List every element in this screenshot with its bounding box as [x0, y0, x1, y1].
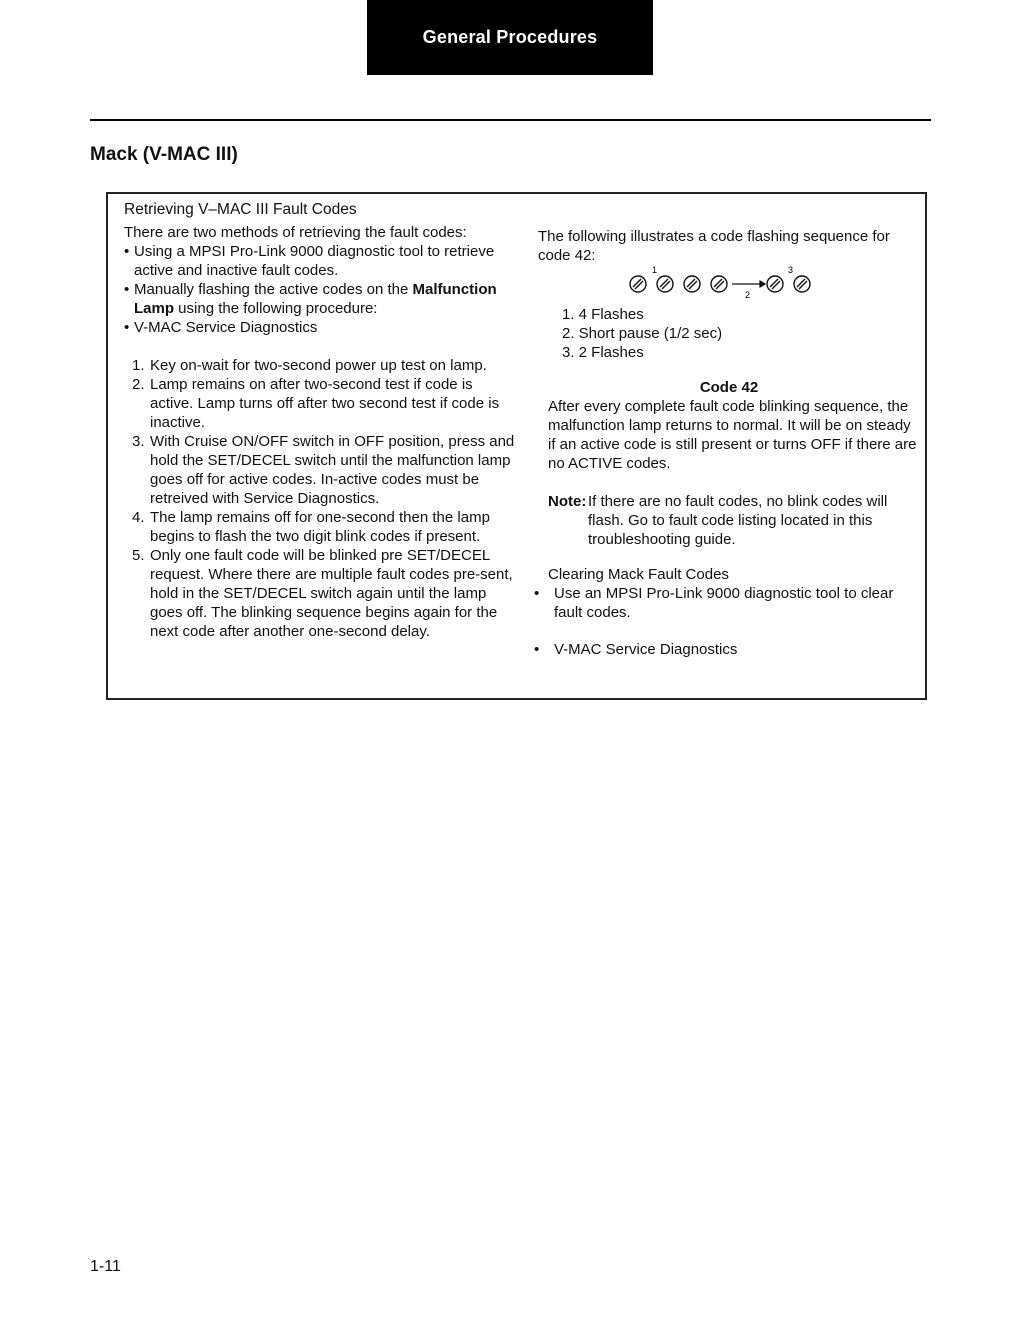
note-label: Note:: [548, 493, 587, 510]
bullet-dot-icon: •: [534, 641, 540, 658]
note-block: [548, 492, 920, 549]
left-column: [124, 200, 518, 641]
sequence-intro: The following illustrates a code flashing sequence for code 42:: [538, 228, 890, 264]
malfunction-lamp-term: Malfunction Lamp: [134, 281, 497, 317]
lamp-flash-icon: [684, 276, 700, 292]
lamp-flash-icon: [767, 276, 783, 292]
header-rule: [90, 119, 931, 121]
bullet-prolink: • Using a MPSI Pro-Link 9000 diagnostic tool to retrieve active and inactive fault codes.: [124, 243, 495, 279]
lamp-flash-icon: [630, 276, 646, 292]
pause-arrow-icon: [732, 281, 765, 287]
bullet-dot-icon: •: [534, 585, 540, 602]
flash-step: 1. 4 Flashes: [562, 306, 644, 323]
page-number: 1-11: [90, 1258, 121, 1275]
retrieving-intro: There are two methods of retrieving the fault codes:: [124, 224, 467, 241]
bullet-dot-icon: •: [124, 281, 130, 298]
procedure-step: 1. Key on-wait for two-second power up test on lamp.: [132, 357, 487, 374]
header-tab: [367, 0, 653, 75]
procedure-step: 5. Only one fault code will be blinked pre SET/DECEL request. Where there are multiple fault codes pre-sent, hold in the SET/DECEL switch again until the lamp goes off. The blinking sequence begins again for the next code after another one-second delay.: [132, 547, 513, 640]
lamp-flash-icon: [794, 276, 810, 292]
diagram-label-1: 1: [652, 265, 658, 275]
section-title: Mack (V-MAC III): [90, 144, 238, 165]
flash-sequence-diagram: [622, 265, 822, 299]
clear-bullet-service-diagnostics: • V-MAC Service Diagnostics: [534, 641, 738, 658]
after-sequence-text: After every complete fault code blinking sequence, the malfunction lamp returns to normal. It will be on steady if an active code is still present or turns OFF if there are no ACTIVE codes.: [548, 398, 917, 472]
flash-steps: [562, 305, 920, 362]
note-text: If there are no fault codes, no blink codes will flash. Go to fault code listing located in this troubleshooting guide.: [588, 493, 888, 548]
flash-step: 2. Short pause (1/2 sec): [562, 325, 723, 342]
bullet-manual-flash: • Manually flashing the active codes on the Malfunction Lamp using the following procedure:: [124, 281, 497, 317]
procedure-step: 4. The lamp remains off for one-second then the lamp begins to flash the two digit blink codes if present.: [132, 509, 490, 545]
bullet-dot-icon: •: [124, 319, 130, 336]
retrieving-heading: Retrieving V–MAC III Fault Codes: [124, 201, 357, 218]
procedure-step: 2. Lamp remains on after two-second test if code is active. Lamp turns off after two second test if code is inactive.: [132, 376, 500, 431]
diagram-label-2: 2: [745, 290, 751, 299]
header-title: General Procedures: [422, 27, 598, 47]
bullet-service-diagnostics: • V-MAC Service Diagnostics: [124, 319, 318, 336]
lamp-flash-icon: [657, 276, 673, 292]
flash-step: 3. 2 Flashes: [562, 344, 644, 361]
bullet-dot-icon: •: [124, 243, 130, 260]
content-panel: [106, 192, 927, 700]
procedure-steps: [132, 356, 518, 641]
diagram-label-3: 3: [788, 265, 794, 275]
clear-bullet-prolink: • Use an MPSI Pro-Link 9000 diagnostic tool to clear fault codes.: [534, 585, 894, 621]
code-42-label: Code 42: [699, 379, 759, 396]
lamp-flash-icon: [711, 276, 727, 292]
procedure-step: 3. With Cruise ON/OFF switch in OFF position, press and hold the SET/DECEL switch until the malfunction lamp goes off for active codes. In-active codes must be retreived with Service Diagnostics.: [132, 433, 515, 507]
right-column: [534, 227, 920, 659]
clearing-heading: Clearing Mack Fault Codes: [548, 566, 729, 583]
